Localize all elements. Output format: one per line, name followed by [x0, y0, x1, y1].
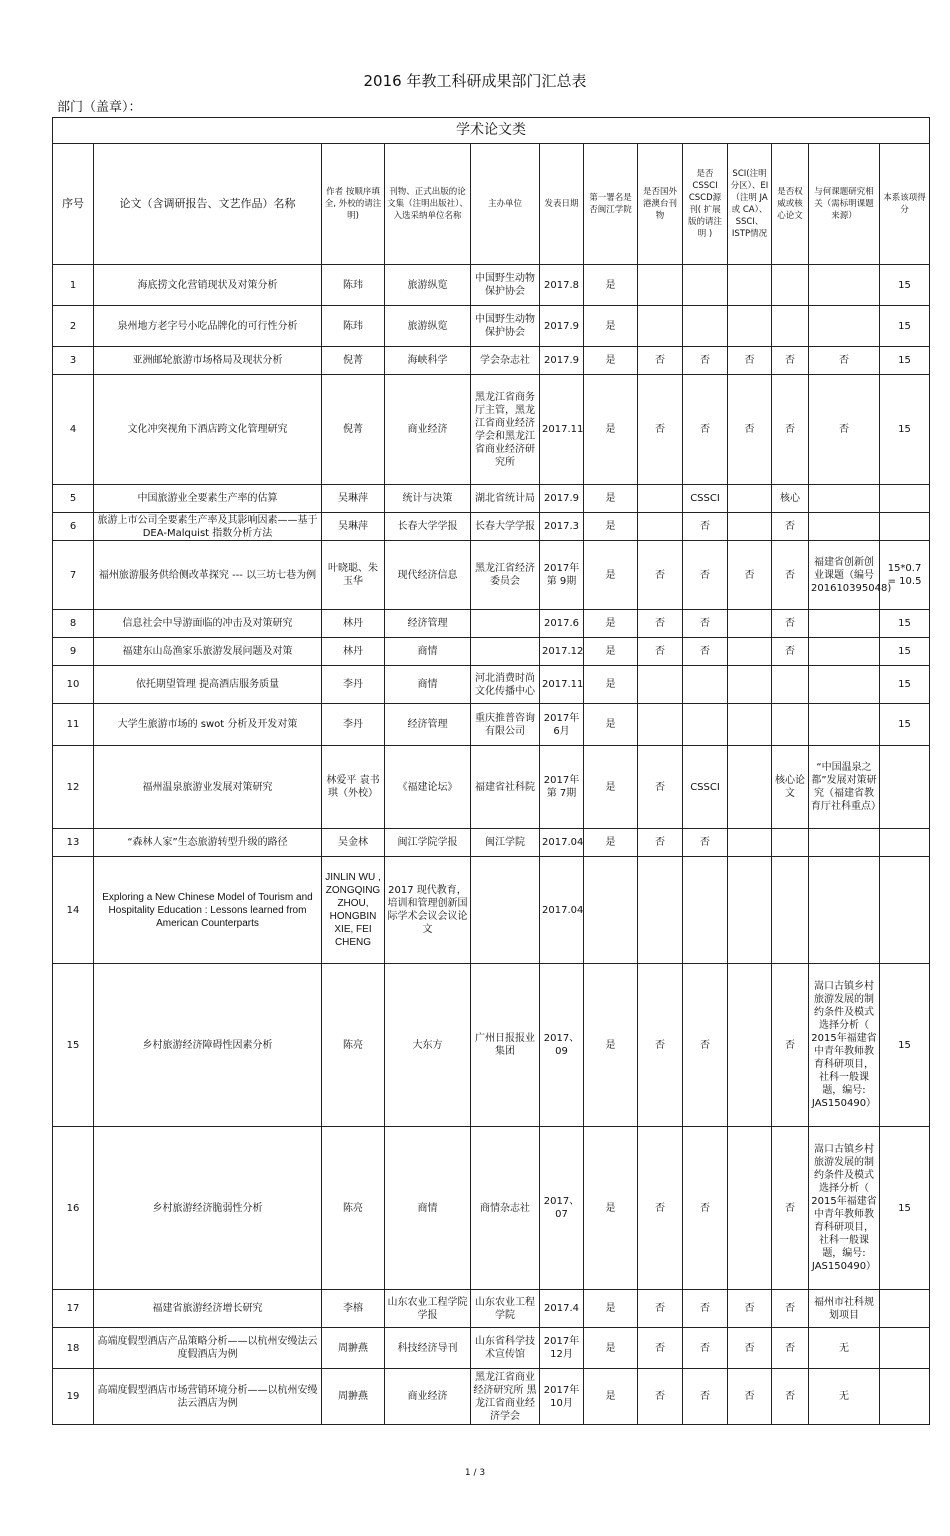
cell-sci: 否 [728, 1290, 772, 1328]
cell-first [584, 857, 638, 964]
cell-sci [728, 1127, 772, 1290]
cell-date: 2017.8 [540, 265, 584, 306]
cell-author: 吴琳萍 [322, 513, 385, 541]
table-row [53, 375, 930, 485]
cell-no: 15 [53, 964, 94, 1127]
cell-host: 湖北省统计局 [471, 485, 540, 513]
table-row [53, 964, 930, 1127]
cell-no: 12 [53, 746, 94, 829]
cell-author: 林爱平 袁书琪（外校） [322, 746, 385, 829]
cell-author: 周翀燕 [322, 1328, 385, 1369]
cell-author: 林丹 [322, 610, 385, 638]
cell-sci [728, 485, 772, 513]
cell-score [880, 746, 930, 829]
cell-sci [728, 610, 772, 638]
cell-journal: 2017 现代教育，培训和管理创新国际学术会议会议论文 [385, 857, 471, 964]
cell-host: 黑龙江省商务厅主管，黑龙江省商业经济学会和黑龙江省商业经济研究所 [471, 375, 540, 485]
cell-journal: 商情 [385, 666, 471, 704]
cell-date: 2017年第 9期 [540, 541, 584, 610]
cell-title: 乡村旅游经济障碍性因素分析 [94, 964, 322, 1127]
cell-host: 广州日报报业集团 [471, 964, 540, 1127]
cell-first: 是 [584, 829, 638, 857]
cell-date: 2017.9 [540, 347, 584, 375]
header-host: 主办单位 [471, 144, 540, 265]
cell-project [809, 610, 880, 638]
cell-score: 15*0.7 = 10.5 [880, 541, 930, 610]
results-table [52, 117, 930, 1425]
cell-core: 否 [772, 347, 809, 375]
header-author: 作者 按顺序填全, 外校的请注明) [322, 144, 385, 265]
cell-journal: 经济管理 [385, 610, 471, 638]
cell-hk [638, 265, 683, 306]
cell-author: 陈亮 [322, 1127, 385, 1290]
cell-first: 是 [584, 541, 638, 610]
cell-hk: 否 [638, 375, 683, 485]
cell-hk: 否 [638, 964, 683, 1127]
cell-author: 林丹 [322, 638, 385, 666]
cell-hk [638, 485, 683, 513]
cell-first: 是 [584, 347, 638, 375]
cell-core: 核心 [772, 485, 809, 513]
cell-author: 陈玮 [322, 265, 385, 306]
table-row [53, 485, 930, 513]
cell-score [880, 1328, 930, 1369]
cell-no: 14 [53, 857, 94, 964]
cell-host: 中国野生动物保护协会 [471, 265, 540, 306]
cell-score: 15 [880, 1127, 930, 1290]
cell-core: 否 [772, 638, 809, 666]
cell-cssci: CSSCI [683, 746, 728, 829]
cell-hk [638, 306, 683, 347]
cell-core: 否 [772, 964, 809, 1127]
cell-core: 否 [772, 1127, 809, 1290]
cell-host: 重庆推普咨询有限公司 [471, 704, 540, 746]
cell-title: “森林人家”生态旅游转型升级的路径 [94, 829, 322, 857]
header-project: 与何课题研究相关（需标明课题来源） [809, 144, 880, 265]
cell-journal: 海峡科学 [385, 347, 471, 375]
cell-sci: 否 [728, 375, 772, 485]
cell-score: 15 [880, 265, 930, 306]
cell-author: 倪菁 [322, 375, 385, 485]
table-row [53, 513, 930, 541]
cell-score [880, 513, 930, 541]
cell-author: 叶晓聪、朱玉华 [322, 541, 385, 610]
cell-no: 2 [53, 306, 94, 347]
page-title: 2016 年教工科研成果部门汇总表 [363, 72, 587, 90]
cell-no: 5 [53, 485, 94, 513]
cell-core: 否 [772, 541, 809, 610]
cell-core [772, 829, 809, 857]
cell-host: 长春大学学报 [471, 513, 540, 541]
cell-author: 李榕 [322, 1290, 385, 1328]
cell-cssci: 否 [683, 610, 728, 638]
cell-project: 福建省创新创业课题（编号 201610395048) [809, 541, 880, 610]
cell-host [471, 638, 540, 666]
cell-cssci: CSSCI [683, 485, 728, 513]
cell-hk: 否 [638, 829, 683, 857]
cell-journal: 经济管理 [385, 704, 471, 746]
cell-journal: 商情 [385, 1127, 471, 1290]
cell-author: JINLIN WU , ZONGQING ZHOU, HONGBIN XIE, FEI CHENG [322, 857, 385, 964]
cell-cssci: 否 [683, 513, 728, 541]
table-row [53, 666, 930, 704]
cell-hk: 否 [638, 541, 683, 610]
cell-host: 山东农业工程学院 [471, 1290, 540, 1328]
cell-core: 核心论文 [772, 746, 809, 829]
cell-host: 闽江学院 [471, 829, 540, 857]
cell-title: 中国旅游业全要素生产率的估算 [94, 485, 322, 513]
cell-no: 3 [53, 347, 94, 375]
cell-first: 是 [584, 265, 638, 306]
cell-no: 8 [53, 610, 94, 638]
cell-score: 15 [880, 638, 930, 666]
table-row [53, 610, 930, 638]
header-date: 发表日期 [540, 144, 584, 265]
cell-sci [728, 829, 772, 857]
cell-journal: 《福建论坛》 [385, 746, 471, 829]
cell-score [880, 857, 930, 964]
cell-sci [728, 746, 772, 829]
cell-cssci [683, 306, 728, 347]
table-row [53, 857, 930, 964]
cell-journal: 现代经济信息 [385, 541, 471, 610]
cell-host: 中国野生动物保护协会 [471, 306, 540, 347]
cell-sci [728, 964, 772, 1127]
cell-first: 是 [584, 638, 638, 666]
cell-score: 15 [880, 610, 930, 638]
cell-host: 河北消费时尚文化传播中心 [471, 666, 540, 704]
cell-hk: 否 [638, 1290, 683, 1328]
cell-no: 9 [53, 638, 94, 666]
cell-cssci: 否 [683, 829, 728, 857]
cell-hk: 否 [638, 347, 683, 375]
cell-score [880, 1290, 930, 1328]
header-hk: 是否国外港澳台刊物 [638, 144, 683, 265]
cell-sci: 否 [728, 1328, 772, 1369]
cell-core: 否 [772, 1369, 809, 1425]
cell-sci [728, 857, 772, 964]
cell-date: 2017、09 [540, 964, 584, 1127]
cell-date: 2017.11 [540, 375, 584, 485]
cell-journal: 长春大学学报 [385, 513, 471, 541]
cell-date: 2017.6 [540, 610, 584, 638]
cell-title: 福州温泉旅游业发展对策研究 [94, 746, 322, 829]
cell-cssci: 否 [683, 964, 728, 1127]
cell-core [772, 265, 809, 306]
cell-first: 是 [584, 704, 638, 746]
cell-journal: 大东方 [385, 964, 471, 1127]
cell-first: 是 [584, 746, 638, 829]
cell-host: 学会杂志社 [471, 347, 540, 375]
cell-sci [728, 265, 772, 306]
header-first-sign: 第一署名是否闽江学院 [584, 144, 638, 265]
header-seq: 序号 [53, 144, 94, 265]
cell-no: 18 [53, 1328, 94, 1369]
cell-cssci: 否 [683, 1369, 728, 1425]
cell-date: 2017、07 [540, 1127, 584, 1290]
cell-core [772, 306, 809, 347]
header-row [53, 144, 930, 265]
cell-core: 否 [772, 1328, 809, 1369]
cell-no: 19 [53, 1369, 94, 1425]
table-row [53, 347, 930, 375]
cell-first: 是 [584, 1328, 638, 1369]
cell-journal: 山东农业工程学院学报 [385, 1290, 471, 1328]
cell-title: Exploring a New Chinese Model of Tourism and Hospitality Education : Lessons learned from American Counterparts [94, 857, 322, 964]
cell-author: 陈玮 [322, 306, 385, 347]
cell-date: 2017年 10月 [540, 1369, 584, 1425]
cell-journal: 旅游纵览 [385, 306, 471, 347]
cell-title: 文化冲突视角下酒店跨文化管理研究 [94, 375, 322, 485]
cell-first: 是 [584, 1290, 638, 1328]
cell-core: 否 [772, 375, 809, 485]
cell-hk [638, 704, 683, 746]
cell-no: 16 [53, 1127, 94, 1290]
cell-first: 是 [584, 964, 638, 1127]
cell-first: 是 [584, 1369, 638, 1425]
cell-no: 17 [53, 1290, 94, 1328]
cell-sci [728, 306, 772, 347]
table-row [53, 638, 930, 666]
cell-date: 2017.9 [540, 485, 584, 513]
header-cssci: 是否 CSSCI CSCD源刊( 扩展版的请注明 ) [683, 144, 728, 265]
cell-title: 高端度假型酒店市场营销环境分析——以杭州安缦法云酒店为例 [94, 1369, 322, 1425]
cell-no: 10 [53, 666, 94, 704]
cell-author: 李丹 [322, 704, 385, 746]
cell-score: 15 [880, 347, 930, 375]
cell-date: 2017.04 [540, 857, 584, 964]
cell-cssci: 否 [683, 541, 728, 610]
cell-host: 山东省科学技术宣传馆 [471, 1328, 540, 1369]
cell-core [772, 666, 809, 704]
cell-project [809, 638, 880, 666]
table-row [53, 265, 930, 306]
cell-cssci [683, 704, 728, 746]
cell-project [809, 306, 880, 347]
table-row [53, 1328, 930, 1369]
cell-hk [638, 666, 683, 704]
cell-project: 否 [809, 347, 880, 375]
cell-no: 4 [53, 375, 94, 485]
cell-author: 吴金林 [322, 829, 385, 857]
cell-sci [728, 513, 772, 541]
cell-author: 倪菁 [322, 347, 385, 375]
cell-author: 陈亮 [322, 964, 385, 1127]
cell-score: 15 [880, 666, 930, 704]
cell-no: 11 [53, 704, 94, 746]
cell-date: 2017.12 [540, 638, 584, 666]
cell-project: 无 [809, 1328, 880, 1369]
cell-date: 2017年 12月 [540, 1328, 584, 1369]
cell-cssci [683, 857, 728, 964]
cell-title: 海底捞文化营销现状及对策分析 [94, 265, 322, 306]
cell-title: 信息社会中导游面临的冲击及对策研究 [94, 610, 322, 638]
cell-project [809, 485, 880, 513]
cell-title: 福建东山岛渔家乐旅游发展问题及对策 [94, 638, 322, 666]
cell-host: 黑龙江省经济委员会 [471, 541, 540, 610]
header-score: 本系该项得分 [880, 144, 930, 265]
cell-cssci: 否 [683, 375, 728, 485]
cell-core: 否 [772, 610, 809, 638]
cell-no: 7 [53, 541, 94, 610]
cell-journal: 商业经济 [385, 375, 471, 485]
cell-author: 吴琳萍 [322, 485, 385, 513]
cell-sci [728, 638, 772, 666]
header-sci: SCI(注明分区）、EI（注明 JA或 CA）、SSCI、ISTP情况 [728, 144, 772, 265]
cell-host [471, 610, 540, 638]
cell-title: 泉州地方老字号小吃品牌化的可行性分析 [94, 306, 322, 347]
cell-core [772, 704, 809, 746]
table-row [53, 704, 930, 746]
cell-project [809, 265, 880, 306]
cell-cssci [683, 666, 728, 704]
cell-project [809, 857, 880, 964]
cell-first: 是 [584, 513, 638, 541]
cell-hk: 否 [638, 610, 683, 638]
table-row [53, 306, 930, 347]
cell-hk: 否 [638, 1328, 683, 1369]
cell-score [880, 485, 930, 513]
cell-title: 亚洲邮轮旅游市场格局及现状分析 [94, 347, 322, 375]
cell-title: 大学生旅游市场的 swot 分析及开发对策 [94, 704, 322, 746]
cell-hk: 否 [638, 1369, 683, 1425]
cell-first: 是 [584, 306, 638, 347]
cell-author: 李丹 [322, 666, 385, 704]
cell-project [809, 666, 880, 704]
cell-score [880, 829, 930, 857]
cell-hk [638, 857, 683, 964]
cell-journal: 统计与决策 [385, 485, 471, 513]
cell-hk: 否 [638, 638, 683, 666]
cell-journal: 旅游纵览 [385, 265, 471, 306]
header-journal: 刊物、正式出版的论文集（注明出版社）、入选采纳单位名称 [385, 144, 471, 265]
cell-first: 是 [584, 375, 638, 485]
cell-project: 福州市社科规划项目 [809, 1290, 880, 1328]
cell-project: “中国温泉之都”发展对策研究（福建省教育厅社科重点） [809, 746, 880, 829]
cell-cssci: 否 [683, 638, 728, 666]
cell-sci: 否 [728, 1369, 772, 1425]
cell-title: 高端度假型酒店产品策略分析——以杭州安缦法云度假酒店为例 [94, 1328, 322, 1369]
cell-sci: 否 [728, 541, 772, 610]
table-row [53, 746, 930, 829]
cell-date: 2017.11 [540, 666, 584, 704]
header-title: 论文（含调研报告、文艺作品）名称 [94, 144, 322, 265]
cell-project [809, 513, 880, 541]
cell-cssci: 否 [683, 1127, 728, 1290]
page-number: 1 / 3 [464, 1468, 486, 1478]
cell-host: 商情杂志社 [471, 1127, 540, 1290]
cell-first: 是 [584, 666, 638, 704]
cell-title: 乡村旅游经济脆弱性分析 [94, 1127, 322, 1290]
cell-no: 1 [53, 265, 94, 306]
cell-project [809, 704, 880, 746]
header-core: 是否权威或核心论文 [772, 144, 809, 265]
cell-title: 旅游上市公司全要素生产率及其影响因素——基于 DEA-Malquist 指数分析方法 [94, 513, 322, 541]
cell-date: 2017年第 7期 [540, 746, 584, 829]
cell-core: 否 [772, 513, 809, 541]
table-row [53, 1369, 930, 1425]
cell-date: 2017.3 [540, 513, 584, 541]
cell-first: 是 [584, 1127, 638, 1290]
cell-core: 否 [772, 1290, 809, 1328]
cell-date: 2017.4 [540, 1290, 584, 1328]
table-row [53, 829, 930, 857]
cell-sci: 否 [728, 347, 772, 375]
cell-first: 是 [584, 485, 638, 513]
cell-sci [728, 666, 772, 704]
cell-hk: 否 [638, 1127, 683, 1290]
cell-score: 15 [880, 375, 930, 485]
cell-project: 无 [809, 1369, 880, 1425]
cell-title: 福州旅游服务供给侧改革探究 --- 以三坊七巷为例 [94, 541, 322, 610]
table-row [53, 1127, 930, 1290]
cell-date: 2017年 6月 [540, 704, 584, 746]
cell-host [471, 857, 540, 964]
cell-journal: 商业经济 [385, 1369, 471, 1425]
cell-cssci: 否 [683, 1328, 728, 1369]
cell-hk [638, 513, 683, 541]
cell-core [772, 857, 809, 964]
cell-project: 嵩口古镇乡村旅游发展的制约条件及模式选择分析（ 2015年福建省中青年教师教育科研项目，社科一般课题，编号: JAS150490） [809, 1127, 880, 1290]
cell-project [809, 829, 880, 857]
cell-project: 嵩口古镇乡村旅游发展的制约条件及模式选择分析（ 2015年福建省中青年教师教育科研项目，社科一般课题，编号: JAS150490） [809, 964, 880, 1127]
cell-score: 15 [880, 964, 930, 1127]
table-row [53, 1290, 930, 1328]
cell-host: 黑龙江省商业经济研究所 黑龙江省商业经济学会 [471, 1369, 540, 1425]
cell-author: 周翀燕 [322, 1369, 385, 1425]
cell-cssci: 否 [683, 1290, 728, 1328]
cell-sci [728, 704, 772, 746]
department-label: 部门（盖章）： [57, 100, 142, 115]
cell-no: 6 [53, 513, 94, 541]
cell-first: 是 [584, 610, 638, 638]
cell-no: 13 [53, 829, 94, 857]
cell-score [880, 1369, 930, 1425]
cell-title: 福建省旅游经济增长研究 [94, 1290, 322, 1328]
cell-date: 2017.9 [540, 306, 584, 347]
table-row [53, 541, 930, 610]
cell-host: 福建省社科院 [471, 746, 540, 829]
cell-score: 15 [880, 704, 930, 746]
cell-project: 否 [809, 375, 880, 485]
category-title: 学术论文类 [53, 118, 930, 144]
cell-journal: 科技经济导刊 [385, 1328, 471, 1369]
cell-journal: 商情 [385, 638, 471, 666]
cell-journal: 闽江学院学报 [385, 829, 471, 857]
cell-title: 依托期望管理 提高酒店服务质量 [94, 666, 322, 704]
cell-score: 15 [880, 306, 930, 347]
cell-date: 2017.04 [540, 829, 584, 857]
cell-cssci [683, 265, 728, 306]
cell-hk: 否 [638, 746, 683, 829]
cell-cssci: 否 [683, 347, 728, 375]
